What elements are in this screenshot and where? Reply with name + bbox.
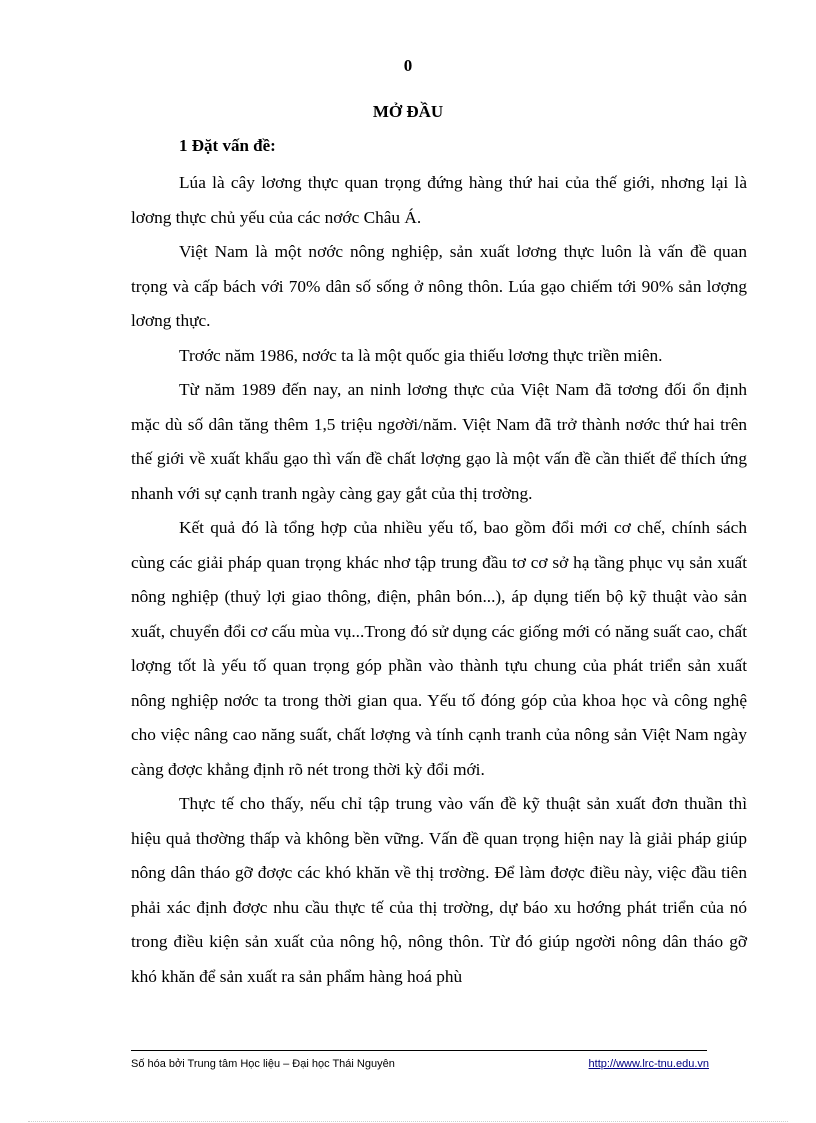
document-title: MỞ ĐẦU [372,102,444,121]
section-heading: 1 Đặt vấn đề: [179,136,276,155]
page-bottom-border [28,1121,788,1122]
footer-link[interactable]: http://www.lrc-tnu.edu.vn [588,1058,709,1070]
paragraph-3: Trơớc năm 1986, nơớc ta là một quốc gia thiếu lơơng thực triền miên. [179,345,663,365]
page-number: 0 [403,56,413,75]
footer-credit: Số hóa bởi Trung tâm Học liệu – Đại học Thái Nguyên [131,1058,395,1070]
page-footer [131,1058,709,1070]
paragraph-5: Kết quả đó là tổng hợp của nhiều yếu tố, bao gồm đổi mới cơ chế, chính sách cùng các giải pháp quan trọng khác nhơ tập trung đầu tơ cơ sở hạ tầng phục vụ sản xuất nông nghiệp (thuỷ lợi giao thông, điện, phân bón...), áp dụng tiến bộ kỹ thuật vào sản xuất, chuyển đổi cơ cấu mùa vụ...Trong đó sử dụng các giống mới có năng suất cao, chất lơợng tốt là yếu tố quan trọng góp phần vào thành tựu chung của phát triển sản xuất nông nghiệp nơớc ta trong thời gian qua. Yếu tố đóng góp của khoa học và công nghệ cho việc nâng cao năng suất, chất lơợng và tính cạnh tranh của nông sản Việt Nam ngày càng đơợc khẳng định rõ nét trong thời kỳ đổi mới. [131,518,747,779]
paragraph-4: Từ năm 1989 đến nay, an ninh lơơng thực của Việt Nam đã tơơng đối ổn định mặc dù số dân tăng thêm 1,5 triệu ngơời/năm. Việt Nam đã trở thành nơớc thứ hai trên thế giới về xuất khẩu gạo thì vấn đề chất lơợng gạo là một vấn đề cần thiết để thích ứng nhanh với sự cạnh tranh ngày càng gay gắt của thị trơờng. [131,380,747,503]
paragraph-1: Lúa là cây lơơng thực quan trọng đứng hàng thứ hai của thế giới, nhơng lại là lơơng thực chủ yếu của các nơớc Châu Á. [131,173,747,227]
footer-divider [131,1050,707,1051]
paragraph-6: Thực tế cho thấy, nếu chỉ tập trung vào vấn đề kỹ thuật sản xuất đơn thuần thì hiệu quả thơờng thấp và không bền vững. Vấn đề quan trọng hiện nay là giải pháp giúp nông dân tháo gỡ đơợc các khó khăn về thị trơờng. Để làm đơợc điều này, việc đầu tiên phải xác định đơợc nhu cầu thực tế của thị trơờng, dự báo xu hơớng phát triển của nó trong điều kiện sản xuất của nông hộ, nông thôn. Từ đó giúp ngơời nông dân tháo gỡ khó khăn để sản xuất ra sản phẩm hàng hoá phù [131,794,747,986]
paragraph-2: Việt Nam là một nơớc nông nghiệp, sản xuất lơơng thực luôn là vấn đề quan trọng và cấp bách với 70% dân số sống ở nông thôn. Lúa gạo chiếm tới 90% sản lơợng lơơng thực. [131,242,747,330]
document-body [131,166,747,994]
